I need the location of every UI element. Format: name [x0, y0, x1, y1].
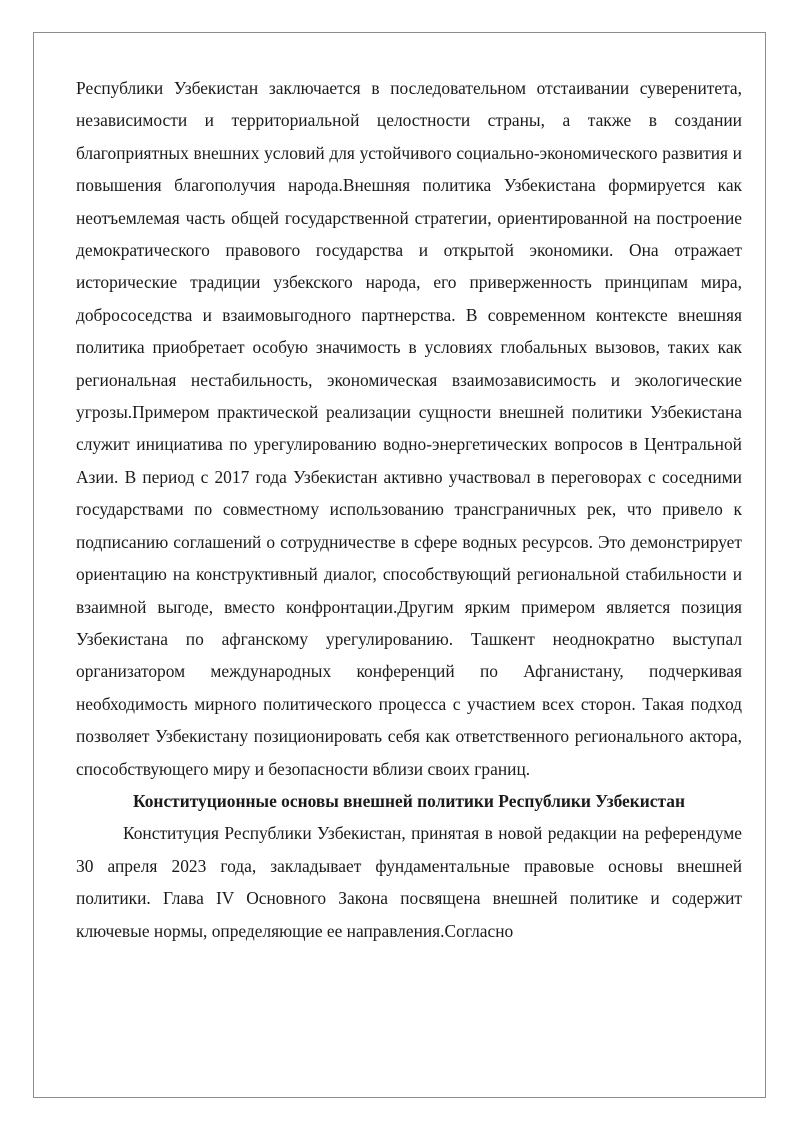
body-paragraph-2: Конституция Республики Узбекистан, принятая в новой редакции на референдуме 30 апреля 2023 года, закладывает фундаментальные правовые основы внешней политики. Глава IV Основного Закона посвящена внешней политике и содержит ключевые нормы, определяющие ее направления.Согласно — [76, 823, 742, 941]
body-paragraph-1: Республики Узбекистан заключается в последовательном отстаивании суверенитета, независимости и территориальной целостности страны, а также в создании благоприятных внешних условий для устойчивого социально-экономического развития и повышения благополучия народа.Внешняя политика Узбекистана формируется как неотъемлемая часть общей государственной стратегии, ориентированной на построение демократического правового государства и открытой экономики. Она отражает исторические традиции узбекского народа, его приверженность принципам мира, добрососедства и взаимовыгодного партнерства. В современном контексте внешняя политика приобретает особую значимость в условиях глобальных вызовов, таких как региональная нестабильность, экономическая взаимозависимость и экологические угрозы.Примером практической реализации сущности внешней политики Узбекистана служит инициатива по урегулированию водно-энергетических вопросов в Центральной Азии. В период с 2017 года Узбекистан активно участвовал в переговорах с соседними государствами по совместному использованию трансграничных рек, что привело к подписанию соглашений о сотрудничестве в сфере водных ресурсов. Это демонстрирует ориентацию на конструктивный диалог, способствующий региональной стабильности и взаимной выгоде, вместо конфронтации.Другим ярким примером является позиция Узбекистана по афганскому урегулированию. Ташкент неоднократно выступал организатором международных конференций по Афганистану, подчеркивая необходимость мирного политического процесса с участием всех сторон. Такая подход позволяет Узбекистану позиционировать себя как ответственного регионального актора, способствующего миру и безопасности вблизи своих границ. — [76, 78, 742, 779]
section-heading: Конституционные основы внешней политики Республики Узбекистан — [132, 790, 685, 811]
page-content — [76, 72, 742, 947]
